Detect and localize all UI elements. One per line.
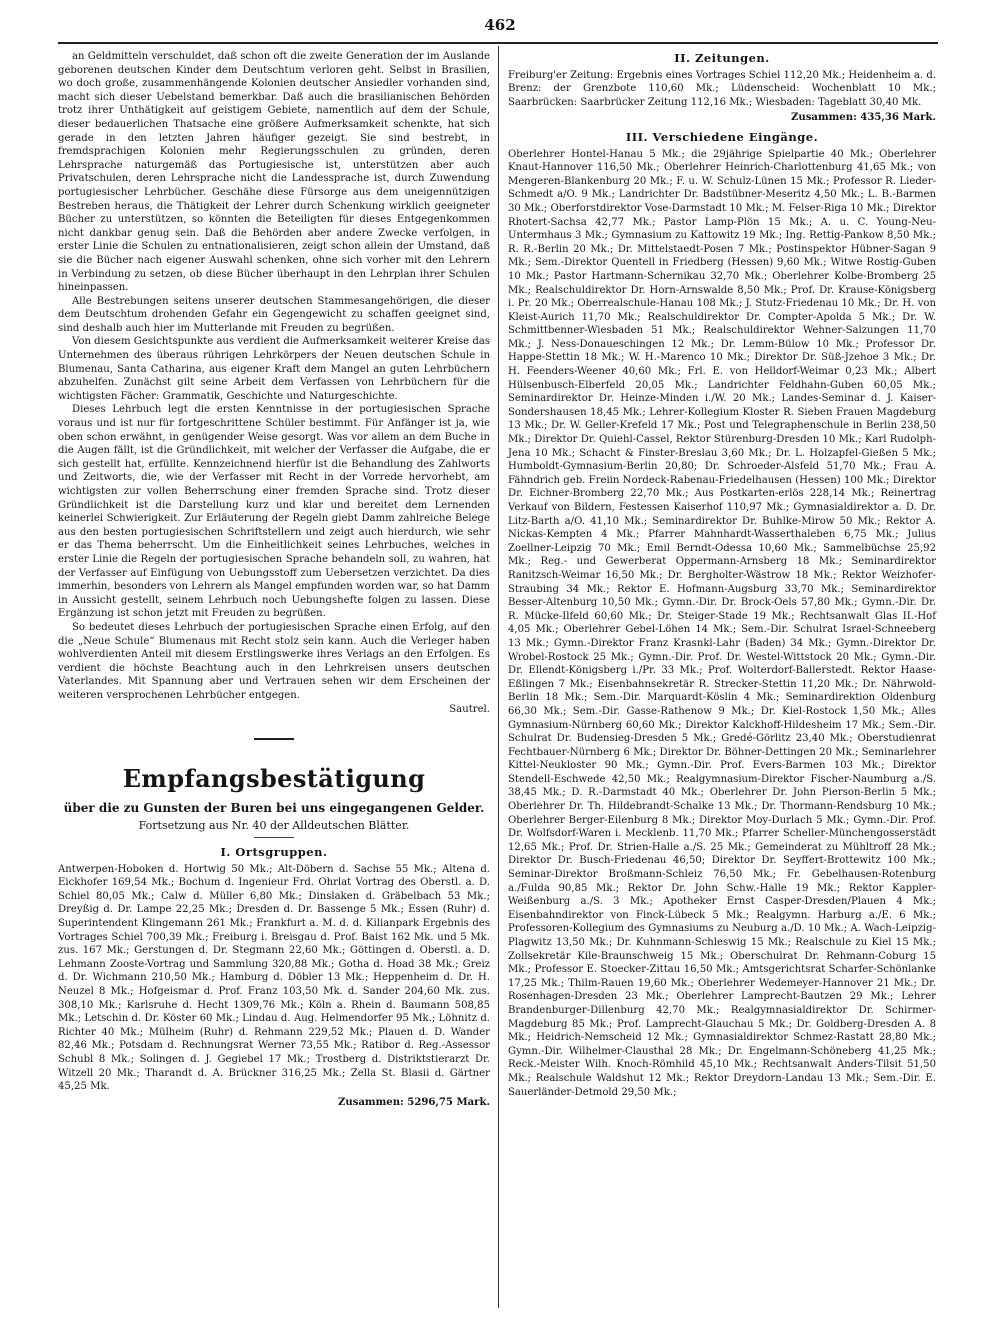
section-title-zeitungen: II. Zeitungen. — [674, 51, 770, 65]
continuation-note: Fortsetzung aus Nr. 40 der Alldeutschen Blätter. — [138, 819, 410, 833]
heading-rule — [254, 837, 294, 838]
ortsgruppen-entries: Antwerpen-Hoboken d. Hortwig 50 Mk.; Alt-Döbern d. Sachse 55 Mk.; Altena d. Eickhofer 169,54 Mk.; Bochum d. Ingenieur Frd. Ohrlat Vortrag des Oberstl. a. D. Schiel 80,05 Mk.; Calw d. Müller 6,80 Mk.; Dinslaken d. Gräbelbach 53 Mk.; Dreyßig d. Dr. Lampe 22,25 Mk.; Dresden d. Dr. Bassenge 5 Mk.; Essen (Ruhr) d. Superintendent Klingemann 261 Mk.; Frankfurt a. M. d. d. Kilianpark Ergebnis des Vortrages Schiel 700,39 Mk.; Freiburg i. Breisgau d. Prof. Baist 162 Mk. und 5 Mk. zus. 167 Mk.; Gerstungen d. Dr. Stegmann 22,60 Mk.; Göttingen d. Oberstl. a. D. Lehmann Zooste-Vortrag und Sammlung 320,88 Mk.; Gotha d. Hoad 38 Mk.; Greiz d. Dr. Wichmann 210,50 Mk.; Hamburg d. Döbler 13 Mk.; Heppenheim d. Dr. H. Neuzel 8 Mk.; Hofgeismar d. Prof. Franz 103,50 Mk. d. Sander 204,60 Mk. zus. 308,10 Mk.; Karlsruhe d. Hecht 1309,76 Mk.; Köln a. Rhein d. Baumann 508,85 Mk.; Letschin d. Dr. Köster 60 Mk.; Lindau d. Aug. Helmendorfer 95 Mk.; Löhnitz d. Richter 40 Mk.; Mülheim (Ruhr) d. Rehmann 229,52 Mk.; Plauen d. D. Wander 82,46 Mk.; Potsdam d. Rechnungsrat Werner 73,55 Mk.; Ratibor d. Reg.-Assessor Schubl 8 Mk.; Solingen d. J. Gegiebel 17 Mk.; Trostberg d. Distriktstierarzt Dr. Witzell 20 Mk.; Tharandt d. A. Brückner 316,25 Mk.; Zella St. Blasii d. Gärtner 45,25 Mk. — [58, 863, 490, 1093]
article-paragraph: Von diesem Gesichtspunkte aus verdient die Aufmerksamkeit weiterer Kreise das Unternehmen des überaus rührigen Lehrkörpers der Neuen deutschen Schule in Blumenau, Santa Catharina, aus eigener Kraft dem Mangel an guten Lehrbüchern abzuhelfen. Zunächst gilt seine Arbeit dem Verfassen von Lehrbüchern für die wichtigsten Fächer: Grammatik, Geschichte und Naturgeschichte. — [58, 336, 490, 402]
section-title-verschiedene: III. Verschiedene Eingänge. — [625, 129, 819, 144]
section-separator — [254, 738, 294, 740]
article-signature: Sautrel. — [449, 703, 490, 715]
zeitungen-entries: Freiburg'er Zeitung: Ergebnis eines Vortrages Schiel 112,20 Mk.; Heidenheim a. d. Brenz: der Grenzbote 110,60 Mk.; Lüdenscheid: Wochenblatt 10 Mk.; Saarbrücken: Saarbrücker Zeitung 112,16 Mk.; Wiesbaden: Tageblatt 30,40 Mk. — [508, 69, 936, 108]
article-paragraph: So bedeutet dieses Lehrbuch der portugiesischen Sprache einen Erfolg, auf den die „Neue Schule“ Blumenaus mit Recht stolz sein kann. Auch die Verleger haben wohlverdienten Anteil mit diesem Erstlingswerke ihres Verlags an den Erfolgen. Es verdient die höchste Beachtung auch in den Lehrkreisen unsers deutschen Vaterlandes. Mit Spannung aber und Vertrauen sehen wir dem Erscheinen der weiteren versprochenen Lehrbücher entgegen. — [58, 621, 490, 701]
section-title-ortsgruppen: I. Ortsgruppen. — [220, 845, 328, 860]
header-rule — [58, 42, 938, 44]
column-divider — [498, 46, 499, 1308]
receipt-subheading: über die zu Gunsten der Buren bei uns eingegangenen Gelder. — [63, 801, 485, 816]
verschiedene-entries: Oberlehrer Hontel-Hanau 5 Mk.; die 29jährige Spielpartie 40 Mk.; Oberlehrer Knaut-Hannover 116,50 Mk.; Oberlehrer Heinrich-Charlottenburg 41,65 Mk.; von Mengeren-Blankenburg 20 Mk.; F. u. W. Schulz-Lünen 15 Mk.; Professor R. Lieder-Schmedt a/O. 9 Mk.; Landrichter Dr. Badstübner-Meseritz 4,50 Mk.; L. B.-Barmen 30 Mk.; Oberforstdirektor Vose-Darmstadt 10 Mk.; M. Felser-Riga 10 Mk.; Direktor Rhotert-Sachsa 42,77 Mk.; Pastor Lamp-Plön 15 Mk.; A. u. C. Young-Neu-Untermhaus 3 Mk.; Gymnasium zu Kattowitz 19 Mk.; Ing. Rettig-Pankow 8,50 Mk.; R. R.-Berlin 20 Mk.; Dr. Mittelstaedt-Posen 7 Mk.; Postinspektor Hübner-Sagan 9 Mk.; Sem.-Direktor Quentell in Friedberg (Hessen) 9,60 Mk.; Witwe Rostig-Guben 10 Mk.; Pastor Hartmann-Schernikau 32,70 Mk.; Oberlehrer Kolbe-Bromberg 25 Mk.; Realschuldirektor Dr. Horn-Arnswalde 8,50 Mk.; Prof. Dr. Krause-Königsberg i. Pr. 20 Mk.; Oberrealschule-Hanau 108 Mk.; J. Stutz-Friedenau 10 Mk.; Dr. H. von Kleist-Aurich 11,70 Mk.; Realschuldirektor Dr. Compter-Apolda 5 Mk.; Dr. W. Schmittbenner-Wiesbaden 51 Mk.; Realschuldirektor Wehner-Salzungen 11,70 Mk.; J. Ness-Donaueschingen 12 Mk.; Dr. Lemm-Bülow 10 Mk.; Professor Dr. Happe-Stettin 18 Mk.; W. H.-Marenco 10 Mk.; Direktor Dr. Süß-Jzehoe 3 Mk.; Dr. H. Feenders-Weener 40,60 Mk.; Frl. E. von Helldorf-Weimar 0,23 Mk.; Albert Hülsenbusch-Elberfeld 20,05 Mk.; Landrichter Feldhahn-Guben 60,05 Mk.; Seminardirektor Dr. Heinze-Minden i./W. 20 Mk.; Landes-Seminar d. J. Kaiser-Sondershausen 18,45 Mk.; Lehrer-Kollegium Kloster R. Sieben Frauen Magdeburg 13 Mk.; Dr. W. Geller-Krefeld 17 Mk.; Post und Telegraphenschule in Berlin 238,50 Mk.; Direktor Dr. Quiehl-Cassel, Rektor Stürenburg-Dresden 10 Mk.; Karl Rudolph-Jena 10 Mk.; Schacht & Finster-Breslau 3,60 Mk.; Dr. L. Holzapfel-Gießen 5 Mk.; Humboldt-Gymnasium-Berlin 20,80; Dr. Schroeder-Alsfeld 51,70 Mk.; Frau A. Fähndrich geb. Freiin Nordeck-Rabenau-Friedelhausen (Hessen) 100 Mk.; Direktor Dr. Eichner-Bromberg 22,70 Mk.; Aus Postkarten-erlös 228,14 Mk.; Reinertrag Verkauf von Bildern, Festessen Kaiserhof 110,97 Mk.; Gymnasialdirektor a. D. Dr. Litz-Barth a/O. 41,10 Mk.; Seminardirektor Dr. Buhlke-Mirow 50 Mk.; Rektor A. Nickas-Kempten 4 Mk.; Pfarrer Mahnhardt-Wasserthaleben 6,75 Mk.; Julius Zoellner-Leipzig 70 Mk.; Emil Berndt-Odessa 10,60 Mk.; Sammelbüchse 25,92 Mk.; Reg.- und Gewerberat Oppermann-Arnsberg 18 Mk.; Seminardirektor Ranitzsch-Weimar 16,50 Mk.; Dr. Bergholter-Wästrow 18 Mk.; Rektor Weizhofer-Straubing 34 Mk.; Rektor E. Hofmann-Augsburg 33,70 Mk.; Seminardirektor Besser-Altenburg 10,50 Mk.; Gymn.-Dir. Dr. Brock-Oels 57,80 Mk.; Gymn.-Dir. Dr. R. Mücke-Ilfeld 60,60 Mk.; Dr. Steiger-Stade 19 Mk.; Rechtsanwalt Glas II.-Hof 4,05 Mk.; Oberlehrer Gebel-Löhen 14 Mk.; Sem.-Dir. Schulrat Israel-Schneeberg 13 Mk.; Gymn.-Direktor Franz Krasnkl-Lahr (Baden) 34 Mk.; Gymn.-Direktor Dr. Wrobel-Rostock 25 Mk.; Gymn.-Dir. Prof. Dr. Westel-Wittstock 20 Mk.; Gymn.-Dir. Dr. Ellendt-Königsberg i./Pr. 33 Mk.; Prof. Wolterdorf-Ballerstedt. Rektor Haase-Eßlingen 7 Mk.; Eisenbahnsekretär R. Strecker-Stettin 11,20 Mk.; Dr. Nährwold-Berlin 18 Mk.; Sem.-Dir. Marquardt-Köslin 4 Mk.; Seminardirektion Oldenburg 66,30 Mk.; Sem.-Dir. Gasse-Rathenow 9 Mk.; Dr. Kiel-Rostock 1,50 Mk.; Alles Gymnasium-Nürnberg 60,60 Mk.; Direktor Kalckhoff-Hildesheim 17 Mk.; Sem.-Dir. Schulrat Dr. Budensieg-Dresden 5 Mk.; Gredé-Görlitz 23,40 Mk.; Oberstudienrat Fechtbauer-Nürnberg 6 Mk.; Direktor Dr. Böhner-Dettingen 20 Mk.; Seminarlehrer Kittel-Neukloster 90 Mk.; Gymn.-Dir. Prof. Evers-Barmen 103 Mk.; Direktor Stendell-Eschwede 42,50 Mk.; Realgymnasium-Direktor Fischer-Naumburg a./S. 38,45 Mk.; D. R.-Darmstadt 40 Mk.; Oberlehrer Dr. John Pierson-Berlin 5 Mk.; Oberlehrer Dr. Th. Hildebrandt-Schalke 13 Mk.; Dr. Thormann-Rendsburg 10 Mk.; Oberlehrer Berger-Eilenburg 8 Mk.; Direktor Moy-Durlach 5 Mk.; Gymn.-Dir. Prof. Dr. Wolfsdorf-Waren i. Mecklenb. 11,70 Mk.; Pfarrer Scheller-Münchengosserstädt 12,65 Mk.; Prof. Dr. Strien-Halle a./S. 25 Mk.; Gemeinderat zu Mühltroff 28 Mk.; Direktor Dr. Busch-Friedenau 46,50; Direktor Dr. Seyffert-Brottewitz 100 Mk.; Seminar-Direktor Broßmann-Schleiz 76,50 Mk.; Fr. Gebelhausen-Rotenburg a./Fulda 90,85 Mk.; Rektor Dr. John Schw.-Halle 19 Mk.; Rektor Kappler-Weißenburg a./S. 3 Mk.; Apotheker Ernst Casper-Dresden/Plauen 4 Mk.; Eisenbahndirektor von Finck-Lübeck 5 Mk.; Realgymn. Harburg a./E. 6 Mk.; Professoren-Kollegium des Gymnasiums zu Neuburg a./D. 10 Mk.; A. Wach-Leipzig-Plagwitz 13,50 Mk.; Dr. Kuhnmann-Schleswig 15 Mk.; Realschule zu Kiel 15 Mk.; Zollsekretär Kile-Braunschweig 15 Mk.; Oberschulrat Dr. Rehmann-Coburg 15 Mk.; Professor E. Stoecker-Zittau 16,50 Mk.; Amtsgerichtsrat Scharfer-Schönlanke 17,25 Mk.; Thilm-Rauen 19,60 Mk.; Oberlehrer Wedemeyer-Hannover 21 Mk.; Dr. Rosenhagen-Dresden 23 Mk.; Oberlehrer Lamprecht-Bautzen 29 Mk.; Lehrer Brandenburger-Dillenburg 42,70 Mk.; Realgymnasialdirektor Dr. Schirmer-Magdeburg 85 Mk.; Prof. Lamprecht-Glauchau 5 Mk.; Dr. Goldberg-Dresden A. 8 Mk.; Heidrich-Nemscheid 12 Mk.; Gymnasialdirektor Schmez-Rastatt 28,80 Mk.; Gymn.-Dir. Wilhelmer-Clausthal 28 Mk.; Dr. Engelmann-Schöneberg 41,25 Mk.; Reck.-Meister Wilh. Knoch-Römhild 45,10 Mk.; Rechtsanwalt Anders-Tilsit 51,50 Mk.; Realschule Waldshut 12 Mk.; Rektor Dreydorn-Landau 13 Mk.; Sem.-Dir. E. Sauerländer-Detmold 29,50 Mk.; — [508, 148, 936, 1098]
ortsgruppen-total: Zusammen: 5296,75 Mark. — [338, 1096, 490, 1108]
article-paragraph: Alle Bestrebungen seitens unserer deutschen Stammesangehörigen, die dieser dem Deutschtum drohenden Gefahr ein Gegengewicht zu schaffen geeignet sind, sind deshalb auch hier im Mutterlande mit Freuden zu begrüßen. — [58, 295, 490, 334]
article-paragraph: an Geldmitteln verschuldet, daß schon oft die zweite Generation der im Auslande geborenen deutschen Kinder dem Deutschtum verloren geht. Selbst in Brasilien, wo doch große, zusammenhängende Kolonien deutscher Ansiedler vorhanden sind, macht sich dieser Uebelstand bemerkbar. Daß auch die brasilianischen Behörden trotz ihrer Unthätigkeit auf geistigem Gebiete, namentlich auf dem der Schule, dieser bedauerlichen Thatsache eine größere Aufmerksamkeit schenkte, hat sich gerade in den letzten Jahren häufiger gezeigt. Sie sind bestrebt, in fremdsprachigen Kolonien mehr Regierungsschulen zu gründen, deren Lehrsprache naturgemäß das Portugiesische ist, unterstützen aber auch Privatschulen, deren Lehrsprache nicht die Landessprache ist, durch Zuwendung portugiesischer Lehrbücher. Geschähe diese Fürsorge aus dem uneigennützigen Bestreben heraus, die Thätigkeit der Lehrer durch Schenkung wirklich geeigneter Bücher zu unterstützen, so könnten die Beteiligten für dieses Entgegenkommen nicht dankbar genug sein. Daß die Behörden aber andere Zwecke verfolgen, in erster Linie die Schulen zu entnationalisieren, zeigt schon allein der Umstand, daß sie die Bücher nach eigener Auswahl schenken, ohne sich vorher mit den Lehrern in Verbindung zu setzen, ob diese Bücher überhaupt in den Lehrplan ihrer Schulen hineinpassen. — [58, 51, 490, 294]
zeitungen-total: Zusammen: 435,36 Mark. — [791, 112, 936, 124]
left-column — [58, 50, 490, 1109]
page-number: 462 — [484, 16, 516, 34]
receipt-heading: Empfangsbestätigung — [122, 764, 426, 794]
right-column — [508, 50, 936, 1099]
article-paragraph: Dieses Lehrbuch legt die ersten Kenntnisse in der portugiesischen Sprache voraus und ist nur für fortgeschrittene Schüler bestimmt. Für Anfänger ist ja, wie oben schon erwähnt, in genügender Weise gesorgt. Was vor allem an dem Buche in die Augen fällt, ist die Gründlichkeit, mit welcher der Verfasser die Aufgabe, die er sich gestellt hat, erfüllte. Kennzeichnend hierfür ist die Behandlung des Zahlworts und Zeitworts, die, wie der Verfasser mit Recht in der Vorrede hervorhebt, am wichtigsten zur vollen Beherrschung einer fremden Sprache sind. Trotz dieser Gründlichkeit ist die Darstellung kurz und klar und bereitet dem Lernenden keinerlei Schwierigkeit. Zur Erläuterung der Regeln giebt Damm zahlreiche Belege aus den besten portugiesischen Schriftstellern und zeigt auch hierdurch, wie sehr er das Thema beherrscht. Um die Einheitlichkeit seines Lehrbuches, welches in erster Linie die Regeln der portugiesischen Sprache behandeln soll, zu wahren, hat der Verfasser auf Einfügung von Uebungsstoff zum Uebersetzen verzichtet. Da dies immerhin, besonders von Lehrern als Mangel empfunden worden war, so hat Damm in Aussicht gestellt, seinem Lehrbuch noch Uebungshefte folgen zu lassen. Diese Ergänzung ist schon jetzt mit Freuden zu begrüßen. — [58, 404, 490, 620]
